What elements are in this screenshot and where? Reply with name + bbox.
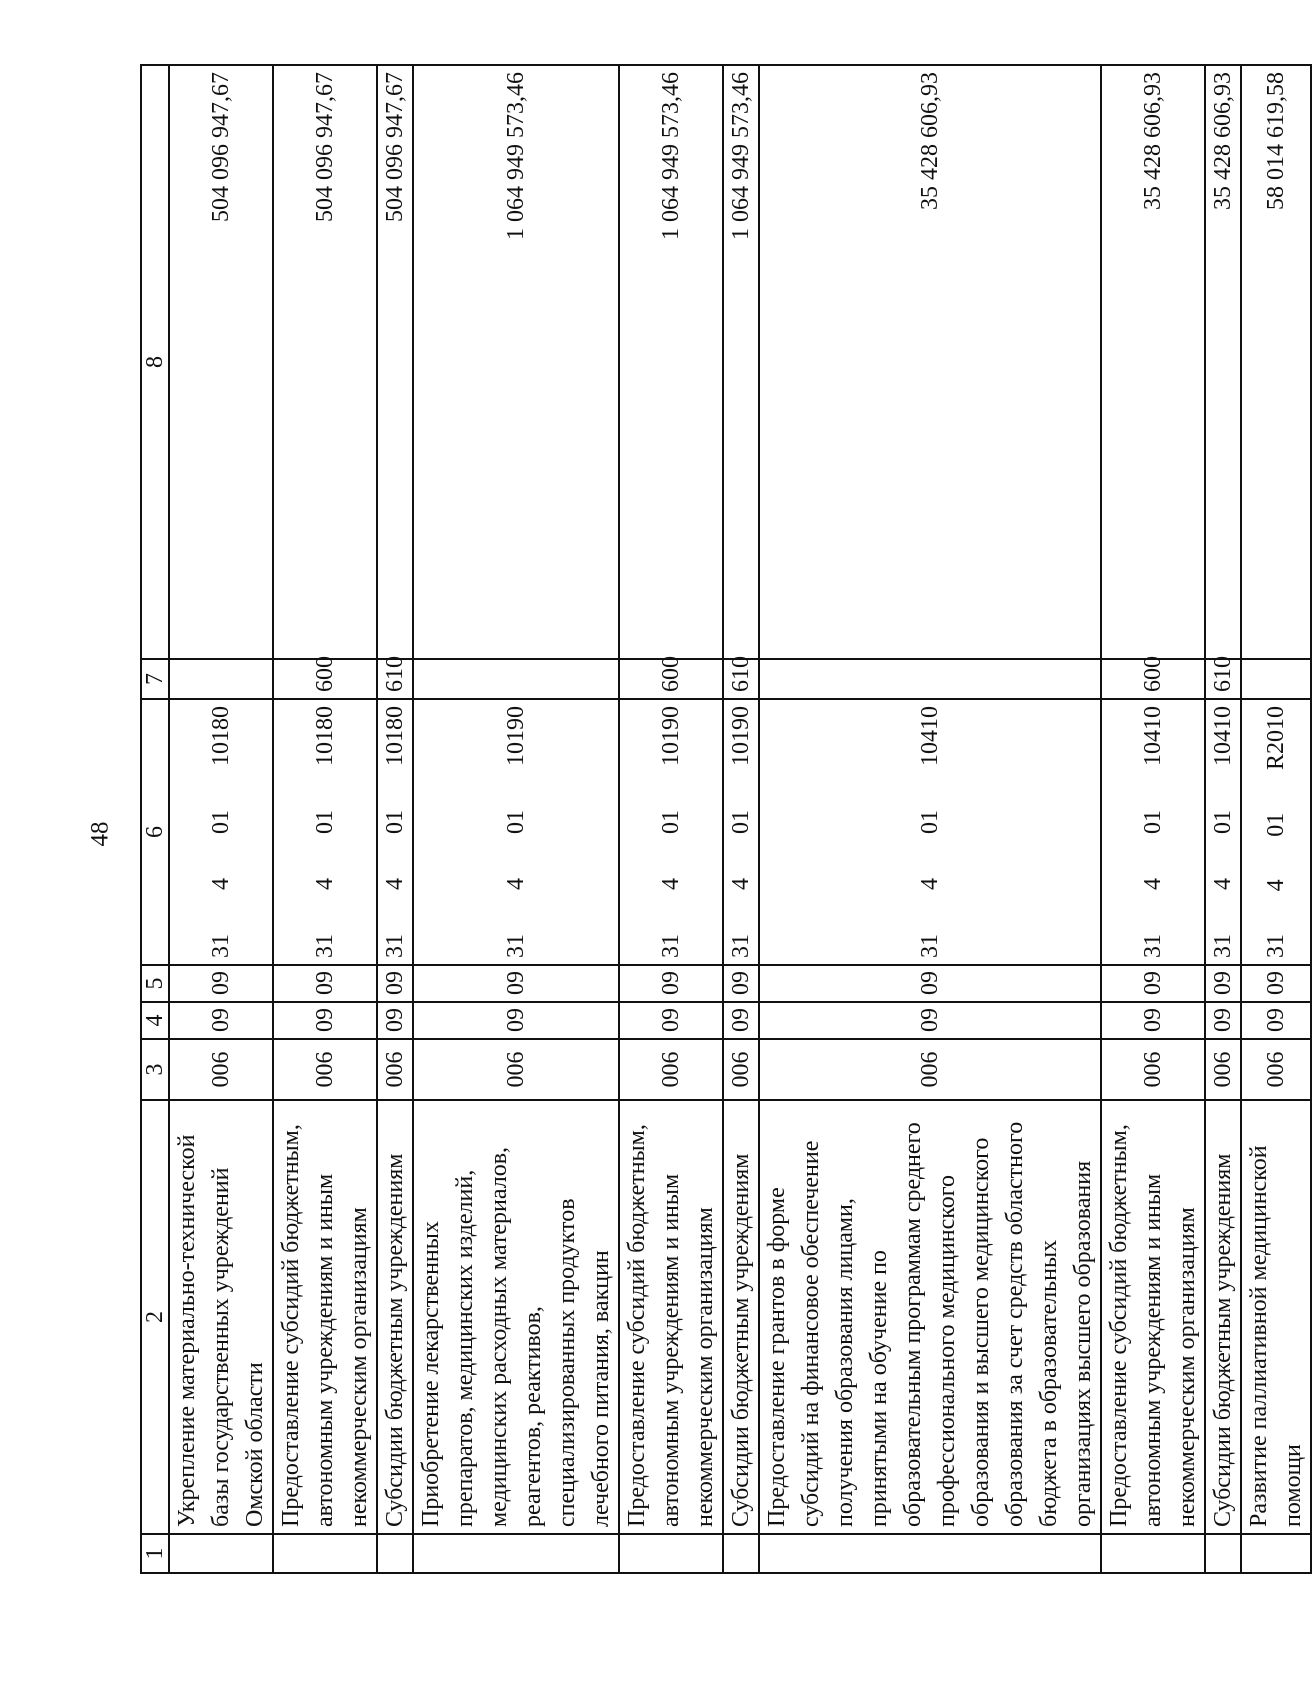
- measure-code: 01: [917, 810, 943, 834]
- code-subsection-cell: 09: [1241, 965, 1311, 1002]
- target-article-cell: [1205, 699, 1241, 965]
- program-code: 31: [728, 934, 754, 958]
- code-section-cell: 09: [377, 1002, 413, 1039]
- subprogram-code: 4: [1210, 878, 1236, 890]
- target-article-cell: [1101, 699, 1205, 965]
- code-subsection-cell: 09: [377, 965, 413, 1002]
- expense-type-cell: 600: [1101, 659, 1205, 699]
- subprogram-code: 4: [208, 878, 234, 890]
- header-col-8: 8: [141, 65, 169, 659]
- code-subsection-cell: 09: [413, 965, 619, 1002]
- measure-code: 01: [208, 810, 234, 834]
- row-name-cell: Развитие паллиативной медицинской помощи: [1241, 1100, 1311, 1534]
- code-ministry-cell: 006: [169, 1039, 273, 1100]
- header-col-6: 6: [141, 699, 169, 965]
- header-col-5: 5: [141, 965, 169, 1002]
- code-ministry-cell: 006: [273, 1039, 377, 1100]
- direction-code: 10180: [382, 706, 408, 766]
- subprogram-code: 4: [1263, 879, 1289, 892]
- code-subsection-cell: 09: [619, 965, 723, 1002]
- header-col-3: 3: [141, 1039, 169, 1100]
- code-ministry-cell: 006: [413, 1039, 619, 1100]
- measure-code: 01: [1263, 812, 1289, 837]
- row-number-cell: [413, 1534, 619, 1573]
- code-subsection-cell: 09: [169, 965, 273, 1002]
- table-row: [169, 65, 273, 1573]
- code-section-cell: 09: [1101, 1002, 1205, 1039]
- measure-code: 01: [503, 810, 529, 834]
- table-row: [1101, 65, 1205, 1573]
- program-code: 31: [1263, 934, 1289, 958]
- row-name-cell: Предоставление субсидий бюджетным, автономным учреждениям и иным некоммерческим организациям: [1101, 1100, 1205, 1534]
- code-section-cell: 09: [723, 1002, 759, 1039]
- target-article-cell: [273, 699, 377, 965]
- budget-table-sheet: [140, 66, 1306, 1574]
- row-number-cell: [619, 1534, 723, 1573]
- amount-cell: 504 096 947,67: [273, 65, 377, 659]
- subprogram-code: 4: [1140, 878, 1166, 890]
- direction-code: 10190: [658, 706, 684, 766]
- header-col-4: 4: [141, 1002, 169, 1039]
- expense-type-cell: [759, 659, 1101, 699]
- header-row: [141, 65, 169, 1573]
- code-subsection-cell: 09: [273, 965, 377, 1002]
- row-number-cell: [273, 1534, 377, 1573]
- direction-code: R2010: [1263, 706, 1289, 771]
- amount-cell: 504 096 947,67: [377, 65, 413, 659]
- row-name-cell: Субсидии бюджетным учреждениям: [377, 1100, 413, 1534]
- code-section-cell: 09: [1205, 1002, 1241, 1039]
- direction-code: 10410: [917, 706, 943, 766]
- table-row: [1205, 65, 1241, 1573]
- table-row: [1241, 65, 1311, 1573]
- amount-cell: 504 096 947,67: [169, 65, 273, 659]
- row-number-cell: [759, 1534, 1101, 1573]
- code-section-cell: 09: [759, 1002, 1101, 1039]
- measure-code: 01: [1210, 810, 1236, 834]
- code-section-cell: 09: [1241, 1002, 1311, 1039]
- program-code: 31: [503, 934, 529, 958]
- expense-type-cell: [1241, 659, 1311, 699]
- amount-cell: 1 064 949 573,46: [413, 65, 619, 659]
- row-number-cell: [169, 1534, 273, 1573]
- code-section-cell: 09: [273, 1002, 377, 1039]
- code-ministry-cell: 006: [723, 1039, 759, 1100]
- code-ministry-cell: 006: [759, 1039, 1101, 1100]
- direction-code: 10410: [1140, 706, 1166, 766]
- target-article-cell: [759, 699, 1101, 965]
- table-row: [377, 65, 413, 1573]
- budget-table: [140, 64, 1312, 1574]
- row-name-cell: Приобретение лекарственных препаратов, медицинских изделий, медицинских расходных материалов, реагентов, реактивов, специализированных продуктов лечебного питания, вакцин: [413, 1100, 619, 1534]
- program-code: 31: [208, 934, 234, 958]
- code-section-cell: 09: [413, 1002, 619, 1039]
- header-col-1: 1: [141, 1534, 169, 1573]
- amount-cell: 1 064 949 573,46: [723, 65, 759, 659]
- code-ministry-cell: 006: [619, 1039, 723, 1100]
- code-subsection-cell: 09: [759, 965, 1101, 1002]
- expense-type-cell: [413, 659, 619, 699]
- row-name-cell: Предоставление грантов в форме субсидий на финансовое обеспечение получения образования лицами, принятыми на обучение по образовательным программам среднего профессионального медицинского образования и высшего медицинского образования за счет средств областного бюджета в образовательных организациях высшего образования: [759, 1100, 1101, 1534]
- target-article-cell: [723, 699, 759, 965]
- code-section-cell: 09: [619, 1002, 723, 1039]
- table-row: [413, 65, 619, 1573]
- expense-type-cell: 610: [377, 659, 413, 699]
- expense-type-cell: 610: [723, 659, 759, 699]
- code-subsection-cell: 09: [723, 965, 759, 1002]
- table-row: [759, 65, 1101, 1573]
- measure-code: 01: [1140, 810, 1166, 834]
- subprogram-code: 4: [312, 878, 338, 890]
- measure-code: 01: [382, 810, 408, 834]
- page-number: 48: [86, 821, 114, 847]
- measure-code: 01: [728, 810, 754, 834]
- measure-code: 01: [312, 810, 338, 834]
- subprogram-code: 4: [917, 878, 943, 890]
- program-code: 31: [1210, 934, 1236, 958]
- target-article-cell: [1241, 699, 1311, 965]
- direction-code: 10190: [728, 706, 754, 766]
- row-number-cell: [1205, 1534, 1241, 1573]
- row-number-cell: [1101, 1534, 1205, 1573]
- table-row: [273, 65, 377, 1573]
- program-code: 31: [658, 934, 684, 958]
- code-ministry-cell: 006: [1205, 1039, 1241, 1100]
- program-code: 31: [917, 934, 943, 958]
- amount-cell: 35 428 606,93: [759, 65, 1101, 659]
- amount-cell: 35 428 606,93: [1101, 65, 1205, 659]
- code-subsection-cell: 09: [1101, 965, 1205, 1002]
- row-number-cell: [377, 1534, 413, 1573]
- row-number-cell: [1241, 1534, 1311, 1573]
- row-name-cell: Укрепление материально-технической базы государственных учреждений Омской области: [169, 1100, 273, 1534]
- program-code: 31: [382, 934, 408, 958]
- amount-cell: 1 064 949 573,46: [619, 65, 723, 659]
- target-article-cell: [619, 699, 723, 965]
- direction-code: 10190: [503, 706, 529, 766]
- expense-type-cell: 610: [1205, 659, 1241, 699]
- program-code: 31: [312, 934, 338, 958]
- amount-cell: 58 014 619,58: [1241, 65, 1311, 659]
- subprogram-code: 4: [728, 878, 754, 890]
- row-name-cell: Предоставление субсидий бюджетным, автономным учреждениям и иным некоммерческим организациям: [273, 1100, 377, 1534]
- program-code: 31: [1140, 934, 1166, 958]
- target-article-cell: [169, 699, 273, 965]
- amount-cell: 35 428 606,93: [1205, 65, 1241, 659]
- expense-type-cell: 600: [619, 659, 723, 699]
- header-col-2: 2: [141, 1100, 169, 1534]
- direction-code: 10180: [312, 706, 338, 766]
- row-number-cell: [723, 1534, 759, 1573]
- code-section-cell: 09: [169, 1002, 273, 1039]
- subprogram-code: 4: [503, 878, 529, 890]
- table-row: [619, 65, 723, 1573]
- subprogram-code: 4: [658, 878, 684, 890]
- expense-type-cell: 600: [273, 659, 377, 699]
- row-name-cell: Субсидии бюджетным учреждениям: [1205, 1100, 1241, 1534]
- target-article-cell: [377, 699, 413, 965]
- table-row: [723, 65, 759, 1573]
- row-name-cell: Субсидии бюджетным учреждениям: [723, 1100, 759, 1534]
- expense-type-cell: [169, 659, 273, 699]
- measure-code: 01: [658, 810, 684, 834]
- code-subsection-cell: 09: [1205, 965, 1241, 1002]
- code-ministry-cell: 006: [1101, 1039, 1205, 1100]
- header-col-7: 7: [141, 659, 169, 699]
- target-article-cell: [413, 699, 619, 965]
- subprogram-code: 4: [382, 878, 408, 890]
- code-ministry-cell: 006: [1241, 1039, 1311, 1100]
- code-ministry-cell: 006: [377, 1039, 413, 1100]
- row-name-cell: Предоставление субсидий бюджетным, автономным учреждениям и иным некоммерческим организациям: [619, 1100, 723, 1534]
- direction-code: 10410: [1210, 706, 1236, 766]
- direction-code: 10180: [208, 706, 234, 766]
